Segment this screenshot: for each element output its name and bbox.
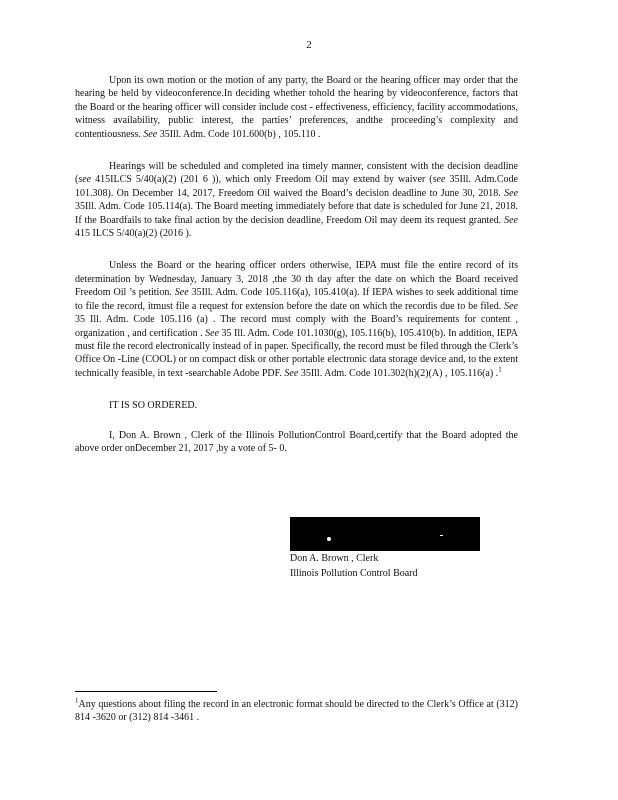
paragraph-videoconference: Upon its own motion or the motion of any party, the Board or the hearing officer may order that the hearing be held by videoconference.In deciding whether tohold the hearing by videoconference, factors that the Board or the hearing officer will consider include cost - effectiveness, efficiency, facility accommodations, witness availability, public interest, the parties’ preferences, andthe proceeding’s complexity and contentiousness. See 35Ill. Adm. Code 101.600(b) , 105.110 . [75, 75, 518, 140]
footnote-divider [75, 691, 217, 692]
signer-organization: Illinois Pollution Control Board [290, 567, 418, 579]
signature-block [290, 517, 490, 580]
footnote [75, 698, 518, 724]
redacted-signature [290, 517, 480, 551]
so-ordered-line: IT IS SO ORDERED. [109, 400, 198, 412]
signer-name: Don A. Brown , Clerk [290, 553, 379, 564]
page-number: 2 [306, 39, 312, 51]
order-body [75, 74, 518, 474]
paragraph-record-filing: Unless the Board or the hearing officer orders otherwise, IEPA must file the entire record of its determination by Wednesday, January 3, 2018 ,the 30 th day after the date on which the Board received Freedom Oil ’s petition. See 35Ill. Adm. Code 105.116(a), 105.410(a). If IEPA wishes to seek additional time to file the record, itmust file a request for extension before the date on which the recordis due to be filed. See 35 Ill. Adm. Code 105.116 (a) . The record must comply with the Board’s requirements for content , organization , and certification . See 35 Ill. Adm. Code 101.1030(g), 105.116(b), 105.410(b). In addition, IEPA must file the record electronically instead of in paper. Specifically, the record must be filed through the Clerk’s Office On -Line (COOL) or on compact disk or other portable electronic data storage device and, to the extent technically feasible, in text -searchable Adobe PDF. See 35Ill. Adm. Code 101.302(h)(2)(A) , 105.116(a) .$^1$ [75, 260, 519, 379]
footnote-text: Any questions about filing the record in an electronic format should be directed to the Clerk’s Office at (312) 814 -3620 or (312) 814 -3461 . [75, 699, 518, 723]
footnote-number: 1 [75, 696, 79, 705]
clerk-certification: I, Don A. Brown , Clerk of the Illinois PollutionControl Board,certify that the Board adopted the above order onDecember 21, 2017 ,by a vote of 5- 0. [75, 429, 518, 454]
paragraph-hearings-schedule: Hearings will be scheduled and completed ina timely manner, consistent with the decision deadline (see 415ILCS 5/40(a)(2) (201 6 )), which only Freedom Oil may extend by waiver (see 35Ill. Adm.Code 101.308). On December 14, 2017, Freedom Oil waived the Board’s decision deadline to June 30, 2018. See 35Ill. Adm. Code 105.114(a). The Board meeting immediately before that date is scheduled for June 21, 2018. If the Boardfails to take final action by the decision deadline, Freedom Oil may deem its request granted. See 415 ILCS 5/40(a)(2) (2016 ). [75, 161, 519, 240]
footnote-reference: 1 [498, 365, 502, 374]
